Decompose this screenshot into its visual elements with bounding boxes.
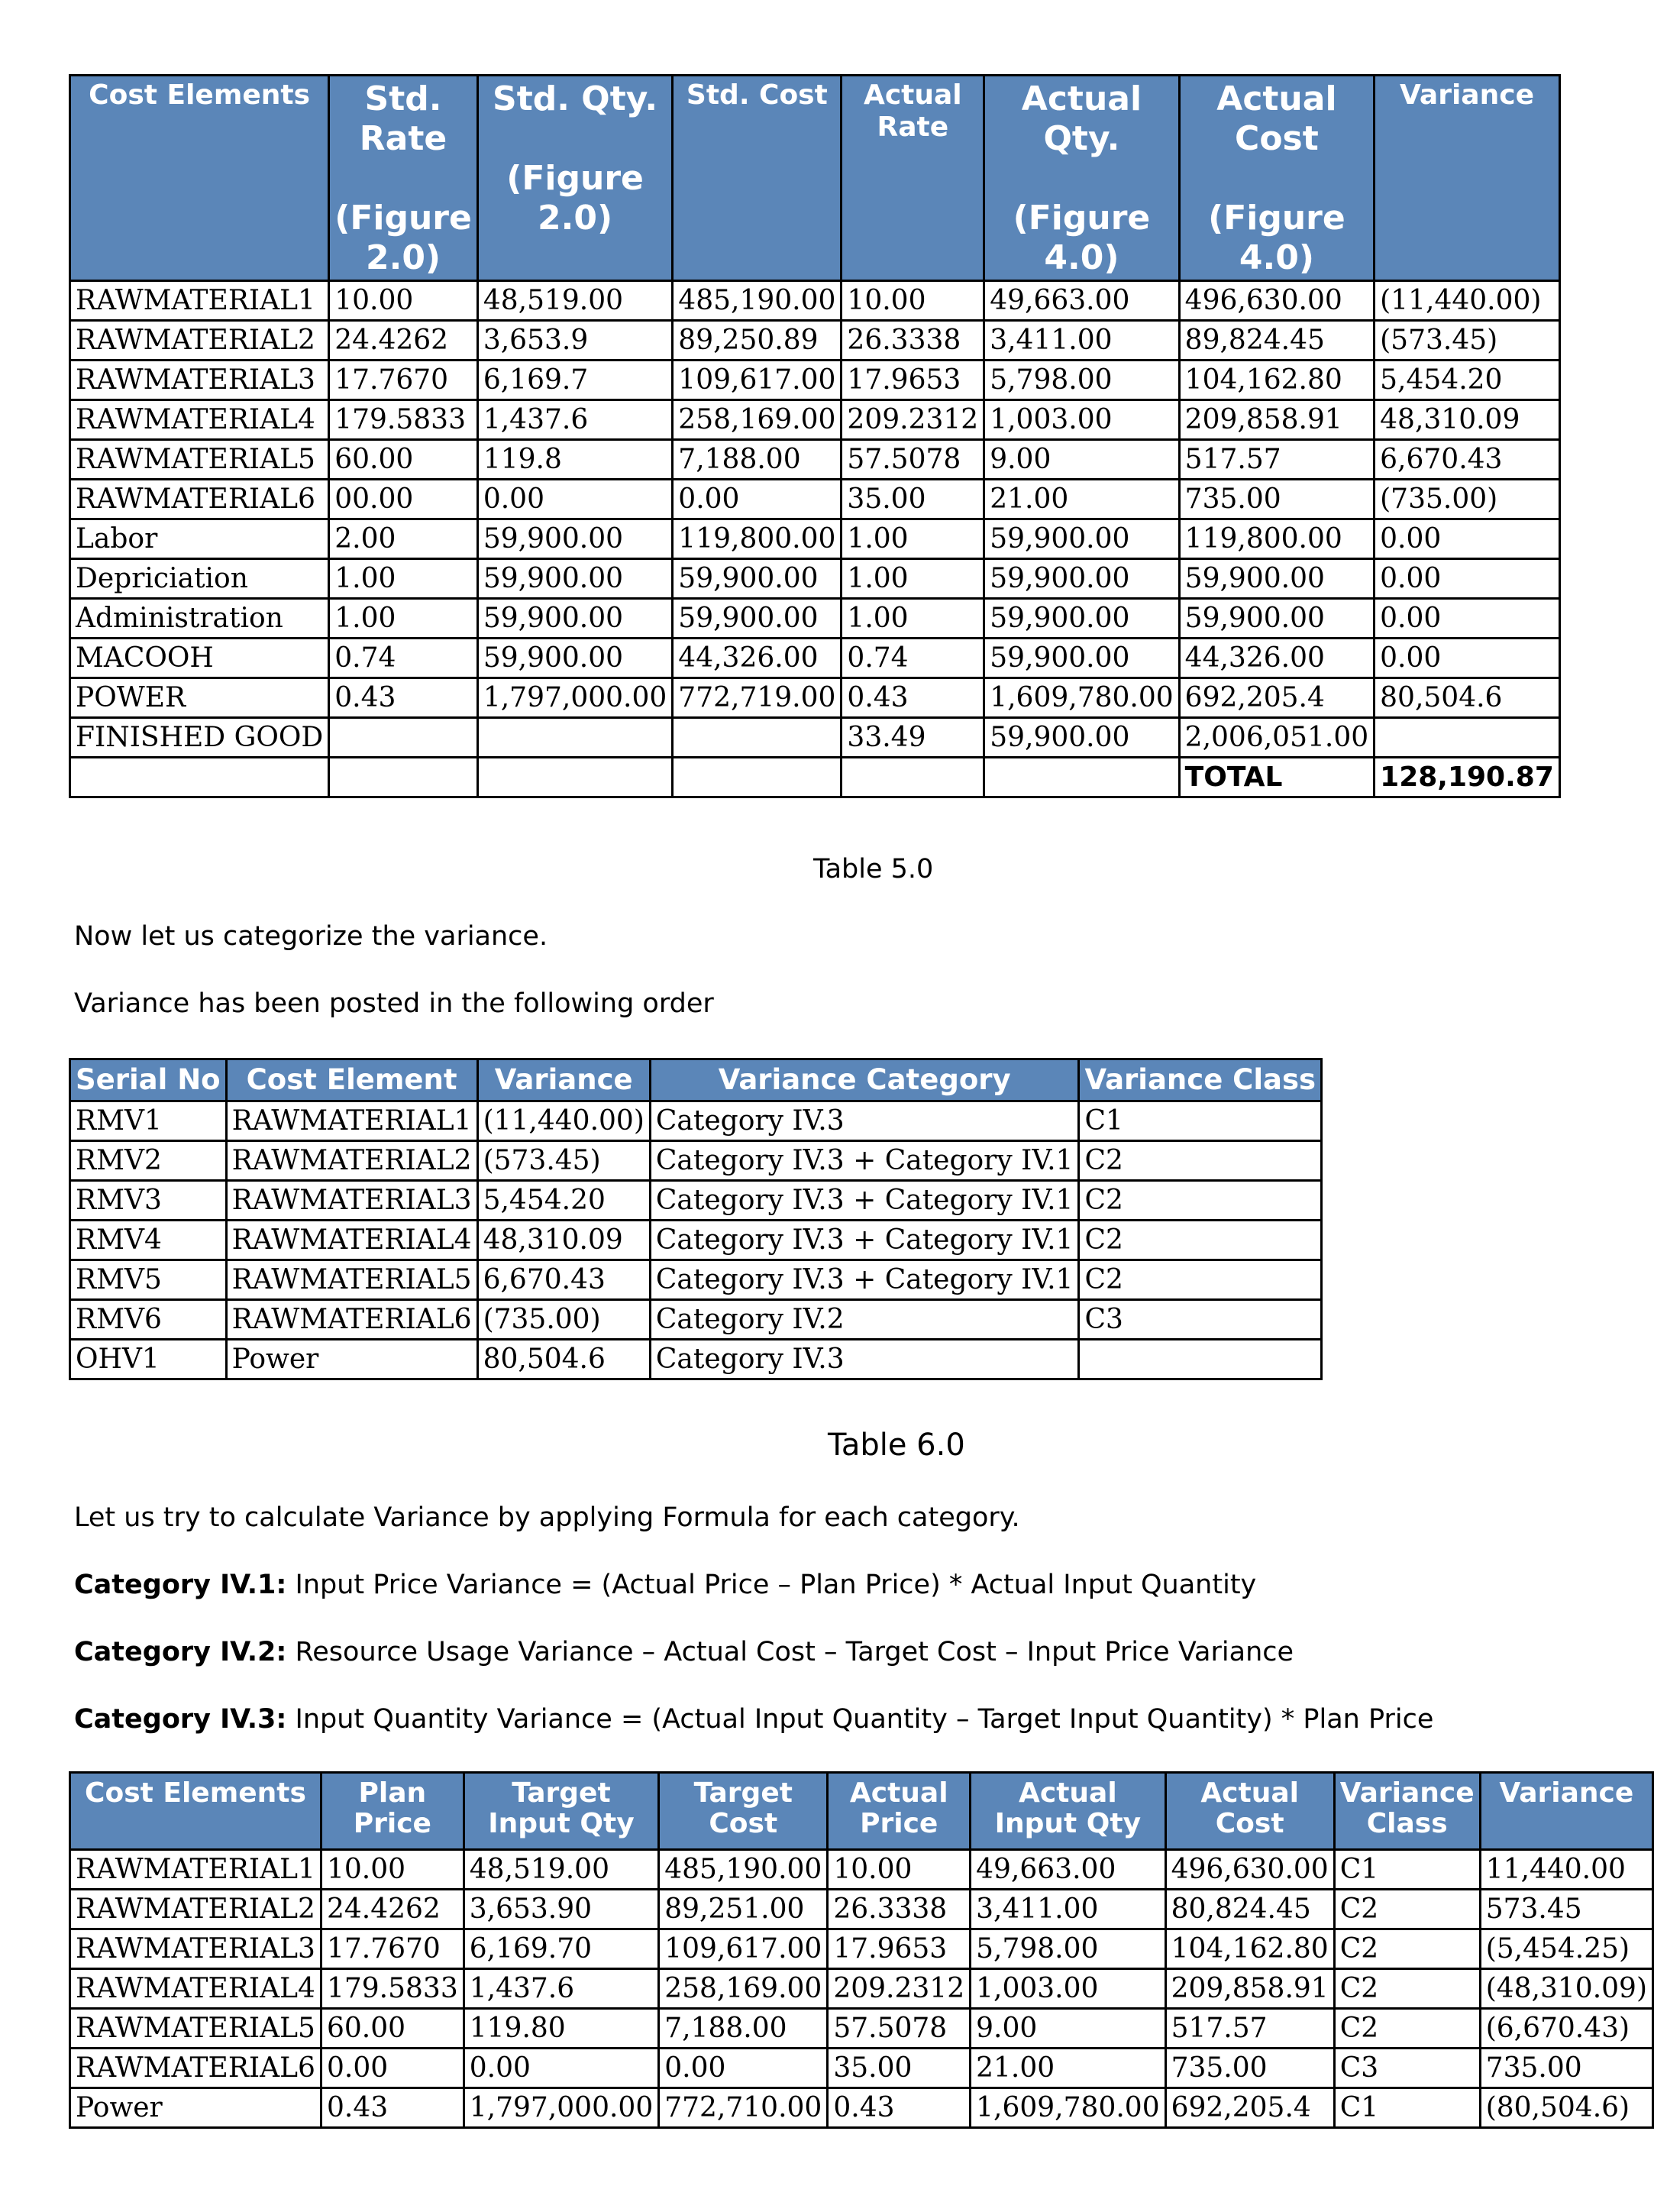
table-cell: 0.00 xyxy=(1375,639,1560,678)
table-cell: 1,797,000.00 xyxy=(464,2088,658,2128)
column-header: Cost Elements xyxy=(70,76,329,281)
table-cell: 735.00 xyxy=(1165,2049,1334,2088)
table-cell: 21.00 xyxy=(984,480,1179,519)
table-cell xyxy=(70,758,329,797)
table-cell: C1 xyxy=(1079,1101,1322,1141)
table-cell: Power xyxy=(70,2088,321,2128)
table-cell: 59,900.00 xyxy=(477,599,672,639)
table-cell: 80,504.6 xyxy=(477,1340,650,1379)
table-cell: RAWMATERIAL2 xyxy=(70,1890,321,1929)
column-header: Cost Element xyxy=(226,1059,477,1101)
table-cell: 59,900.00 xyxy=(477,519,672,559)
table-cell: Administration xyxy=(70,599,329,639)
table-cell: (735.00) xyxy=(1375,480,1560,519)
table-cell: (6,670.43) xyxy=(1480,2009,1652,2049)
column-header: Actual Qty. (Figure 4.0) xyxy=(984,76,1179,281)
total-row xyxy=(70,758,1560,797)
table-cell: 2.00 xyxy=(329,519,478,559)
table-cell: 0.43 xyxy=(329,678,478,718)
table-cell: 485,190.00 xyxy=(659,1850,828,1890)
table-cell: 24.4262 xyxy=(321,1890,464,1929)
table-cell: 1.00 xyxy=(842,519,984,559)
table-cell: 0.43 xyxy=(321,2088,464,2128)
table-cell: 119,800.00 xyxy=(673,519,842,559)
table-cell: 0.74 xyxy=(842,639,984,678)
table-cell: RMV2 xyxy=(70,1141,227,1181)
table-cell: 6,169.7 xyxy=(477,361,672,400)
table-cell: 258,169.00 xyxy=(659,1969,828,2009)
table-cell: 119,800.00 xyxy=(1179,519,1374,559)
table-cell: 00.00 xyxy=(329,480,478,519)
table-cell: 59,900.00 xyxy=(477,559,672,599)
table-cell: 104,162.80 xyxy=(1165,1929,1334,1969)
table-cell: 60.00 xyxy=(329,440,478,480)
table-cell: 89,251.00 xyxy=(659,1890,828,1929)
table-cell: 48,519.00 xyxy=(477,281,672,321)
table-cell: 6,169.70 xyxy=(464,1929,658,1969)
table-cell xyxy=(329,758,478,797)
table-row xyxy=(70,519,1560,559)
table-row xyxy=(70,718,1560,758)
table-cell: 10.00 xyxy=(842,281,984,321)
table-cell: 485,190.00 xyxy=(673,281,842,321)
column-header: Std. Qty. (Figure 2.0) xyxy=(477,76,672,281)
table-cell: 59,900.00 xyxy=(984,718,1179,758)
table-cell xyxy=(329,718,478,758)
table-cell: 735.00 xyxy=(1179,480,1374,519)
table-cell: 104,162.80 xyxy=(1179,361,1374,400)
table-cell: (11,440.00) xyxy=(477,1101,650,1141)
table-cell: RAWMATERIAL6 xyxy=(70,480,329,519)
table-cell: 9.00 xyxy=(984,440,1179,480)
table-cell: C2 xyxy=(1079,1181,1322,1221)
table-cell: 59,900.00 xyxy=(477,639,672,678)
table-cell: 772,719.00 xyxy=(673,678,842,718)
table-row xyxy=(70,559,1560,599)
column-header: Target Cost xyxy=(659,1773,828,1850)
total-value: 128,190.87 xyxy=(1375,758,1560,797)
table-cell: 57.5078 xyxy=(828,2009,971,2049)
table-cell: 5,454.20 xyxy=(1375,361,1560,400)
table-cell: C2 xyxy=(1334,1969,1480,2009)
table-cell: C1 xyxy=(1334,2088,1480,2128)
table-row xyxy=(70,2009,1653,2049)
column-header: Std. Cost xyxy=(673,76,842,281)
table-cell: C2 xyxy=(1334,1929,1480,1969)
table-row xyxy=(70,599,1560,639)
column-header: Plan Price xyxy=(321,1773,464,1850)
table-cell: (573.45) xyxy=(477,1141,650,1181)
formula-iv2 xyxy=(74,1637,1294,1667)
table-cell: RAWMATERIAL3 xyxy=(70,1929,321,1969)
table-row xyxy=(70,1850,1653,1890)
table-cell: 89,250.89 xyxy=(673,321,842,361)
table-cell: 9.00 xyxy=(971,2009,1165,2049)
variance-posting-table xyxy=(69,1058,1323,1380)
column-header: Actual Rate xyxy=(842,76,984,281)
table-row xyxy=(70,1101,1322,1141)
table-row xyxy=(70,440,1560,480)
table-cell: 209.2312 xyxy=(842,400,984,440)
table-row xyxy=(70,2049,1653,2088)
table-cell: 692,205.4 xyxy=(1165,2088,1334,2128)
table-row xyxy=(70,2088,1653,2128)
table-cell: Category IV.2 xyxy=(650,1300,1079,1340)
paragraph: Let us try to calculate Variance by applying Formula for each category. xyxy=(74,1502,1020,1533)
table-cell: RMV6 xyxy=(70,1300,227,1340)
column-header: Variance xyxy=(1375,76,1560,281)
table-cell: 1,437.6 xyxy=(477,400,672,440)
table-cell: 59,900.00 xyxy=(984,559,1179,599)
table-cell: RAWMATERIAL1 xyxy=(226,1101,477,1141)
table-cell: 0.00 xyxy=(1375,559,1560,599)
formula-text: Resource Usage Variance – Actual Cost – Target Cost – Input Price Variance xyxy=(286,1637,1294,1667)
formula-text: Input Price Variance = (Actual Price – Plan Price) * Actual Input Quantity xyxy=(286,1570,1257,1600)
table-cell: 11,440.00 xyxy=(1480,1850,1652,1890)
table-cell: 0.00 xyxy=(1375,599,1560,639)
table-cell: RAWMATERIAL5 xyxy=(70,2009,321,2049)
formula-iv3 xyxy=(74,1704,1433,1735)
table-cell: 49,663.00 xyxy=(984,281,1179,321)
table-cell: 26.3338 xyxy=(828,1890,971,1929)
column-header: Variance Category xyxy=(650,1059,1079,1101)
table-cell: RAWMATERIAL2 xyxy=(70,321,329,361)
table-cell: 0.00 xyxy=(673,480,842,519)
table-cell: 573.45 xyxy=(1480,1890,1652,1929)
table-cell: 0.00 xyxy=(321,2049,464,2088)
table-cell: 1.00 xyxy=(842,599,984,639)
table-cell: 3,411.00 xyxy=(984,321,1179,361)
table-cell: 179.5833 xyxy=(321,1969,464,2009)
table-cell: 109,617.00 xyxy=(659,1929,828,1969)
table-cell: 5,454.20 xyxy=(477,1181,650,1221)
table-cell: 517.57 xyxy=(1165,2009,1334,2049)
table-cell: 496,630.00 xyxy=(1165,1850,1334,1890)
table-cell: RMV1 xyxy=(70,1101,227,1141)
table-cell: 7,188.00 xyxy=(673,440,842,480)
column-header: Variance xyxy=(1480,1773,1652,1850)
table-row xyxy=(70,400,1560,440)
table-row xyxy=(70,1181,1322,1221)
table-cell: RMV4 xyxy=(70,1221,227,1260)
table-cell: 3,653.9 xyxy=(477,321,672,361)
table-cell: RAWMATERIAL1 xyxy=(70,281,329,321)
table-cell: C2 xyxy=(1079,1221,1322,1260)
table-cell: 1,003.00 xyxy=(984,400,1179,440)
table-cell: 1,797,000.00 xyxy=(477,678,672,718)
table-row xyxy=(70,1221,1322,1260)
table-cell: 10.00 xyxy=(329,281,478,321)
table-row xyxy=(70,361,1560,400)
table-cell: RAWMATERIAL4 xyxy=(70,400,329,440)
table-cell: RMV3 xyxy=(70,1181,227,1221)
table-cell: RAWMATERIAL4 xyxy=(70,1969,321,2009)
table-caption: Table 6.0 xyxy=(828,1428,965,1463)
table-cell: RAWMATERIAL4 xyxy=(226,1221,477,1260)
table-cell: 1,609,780.00 xyxy=(984,678,1179,718)
table-cell: C2 xyxy=(1334,1890,1480,1929)
table-cell: Power xyxy=(226,1340,477,1379)
table-cell: 26.3338 xyxy=(842,321,984,361)
table-cell: Depriciation xyxy=(70,559,329,599)
table-cell: FINISHED GOOD xyxy=(70,718,329,758)
formula-label: Category IV.3: xyxy=(74,1704,287,1735)
table-cell: 5,798.00 xyxy=(971,1929,1165,1969)
table-row xyxy=(70,281,1560,321)
table-cell: MACOOH xyxy=(70,639,329,678)
table-cell: 7,188.00 xyxy=(659,2009,828,2049)
table-cell: Category IV.3 + Category IV.1 xyxy=(650,1141,1079,1181)
table-cell: 57.5078 xyxy=(842,440,984,480)
column-header: Target Input Qty xyxy=(464,1773,658,1850)
table-cell: C2 xyxy=(1334,2009,1480,2049)
table-cell: RAWMATERIAL5 xyxy=(70,440,329,480)
table-cell: RAWMATERIAL1 xyxy=(70,1850,321,1890)
table-cell: 44,326.00 xyxy=(1179,639,1374,678)
table-cell: 17.9653 xyxy=(828,1929,971,1969)
table-cell: POWER xyxy=(70,678,329,718)
table-cell: 6,670.43 xyxy=(1375,440,1560,480)
table-cell: 33.49 xyxy=(842,718,984,758)
table-cell: 772,710.00 xyxy=(659,2088,828,2128)
table-cell: RAWMATERIAL6 xyxy=(226,1300,477,1340)
table-cell: RAWMATERIAL3 xyxy=(70,361,329,400)
table-cell: 24.4262 xyxy=(329,321,478,361)
paragraph: Now let us categorize the variance. xyxy=(74,921,548,952)
formula-text: Input Quantity Variance = (Actual Input Quantity – Target Input Quantity) * Plan Price xyxy=(286,1704,1434,1735)
table-cell: 59,900.00 xyxy=(673,599,842,639)
table-cell: 21.00 xyxy=(971,2049,1165,2088)
table-cell: (5,454.25) xyxy=(1480,1929,1652,1969)
table-cell: 44,326.00 xyxy=(673,639,842,678)
table-cell: 1.00 xyxy=(329,599,478,639)
table-cell xyxy=(477,758,672,797)
table-row xyxy=(70,321,1560,361)
table-cell: 1.00 xyxy=(329,559,478,599)
table-row xyxy=(70,678,1560,718)
column-header: Actual Input Qty xyxy=(971,1773,1165,1850)
table-cell: 0.74 xyxy=(329,639,478,678)
column-header: Actual Cost (Figure 4.0) xyxy=(1179,76,1374,281)
table-cell: C2 xyxy=(1079,1141,1322,1181)
table-cell: (573.45) xyxy=(1375,321,1560,361)
table-cell: OHV1 xyxy=(70,1340,227,1379)
table-cell: 60.00 xyxy=(321,2009,464,2049)
table-cell: 0.00 xyxy=(464,2049,658,2088)
table-row xyxy=(70,639,1560,678)
table-cell: C3 xyxy=(1334,2049,1480,2088)
table-header-row xyxy=(70,76,1560,281)
table-cell: 59,900.00 xyxy=(673,559,842,599)
total-label: TOTAL xyxy=(1179,758,1374,797)
table-caption: Table 5.0 xyxy=(813,854,934,884)
table-cell: 3,653.90 xyxy=(464,1890,658,1929)
table-cell: 17.9653 xyxy=(842,361,984,400)
table-cell: Category IV.3 + Category IV.1 xyxy=(650,1181,1079,1221)
table-cell: C3 xyxy=(1079,1300,1322,1340)
column-header: Variance Class xyxy=(1334,1773,1480,1850)
table-row xyxy=(70,1890,1653,1929)
table-cell: 1,609,780.00 xyxy=(971,2088,1165,2128)
table-cell: 0.43 xyxy=(842,678,984,718)
table-cell: 109,617.00 xyxy=(673,361,842,400)
table-cell: 80,504.6 xyxy=(1375,678,1560,718)
table-cell: Category IV.3 + Category IV.1 xyxy=(650,1260,1079,1300)
table-cell: 59,900.00 xyxy=(984,599,1179,639)
table-cell: 119.8 xyxy=(477,440,672,480)
table-cell: 5,798.00 xyxy=(984,361,1179,400)
table-cell: 0.00 xyxy=(659,2049,828,2088)
table-cell xyxy=(673,718,842,758)
table-cell xyxy=(842,758,984,797)
column-header: Variance xyxy=(477,1059,650,1101)
table-cell: 2,006,051.00 xyxy=(1179,718,1374,758)
table-cell: 692,205.4 xyxy=(1179,678,1374,718)
formula-iv1 xyxy=(74,1570,1256,1600)
table-cell: 1,437.6 xyxy=(464,1969,658,2009)
table-cell: 0.00 xyxy=(477,480,672,519)
table-row xyxy=(70,1260,1322,1300)
table-cell: C2 xyxy=(1079,1260,1322,1300)
table-cell xyxy=(1079,1340,1322,1379)
table-cell: Category IV.3 + Category IV.1 xyxy=(650,1221,1079,1260)
table-row xyxy=(70,1300,1322,1340)
table-cell: 0.00 xyxy=(1375,519,1560,559)
table-cell xyxy=(984,758,1179,797)
table-row xyxy=(70,1969,1653,2009)
table-cell: 48,519.00 xyxy=(464,1850,658,1890)
table-cell: RMV5 xyxy=(70,1260,227,1300)
table-cell: 209,858.91 xyxy=(1165,1969,1334,2009)
column-header: Actual Price xyxy=(828,1773,971,1850)
table-cell: 0.43 xyxy=(828,2088,971,2128)
table-header-row xyxy=(70,1059,1322,1101)
table-cell: 48,310.09 xyxy=(477,1221,650,1260)
table-cell xyxy=(1375,718,1560,758)
table-header-row xyxy=(70,1773,1653,1850)
table-cell: Labor xyxy=(70,519,329,559)
table-cell: 496,630.00 xyxy=(1179,281,1374,321)
column-header: Std. Rate (Figure 2.0) xyxy=(329,76,478,281)
table-cell: 258,169.00 xyxy=(673,400,842,440)
table-cell: 10.00 xyxy=(321,1850,464,1890)
table-row xyxy=(70,1929,1653,1969)
table-cell: 1,003.00 xyxy=(971,1969,1165,2009)
table-cell: 119.80 xyxy=(464,2009,658,2049)
table-cell: RAWMATERIAL2 xyxy=(226,1141,477,1181)
table-cell: 6,670.43 xyxy=(477,1260,650,1300)
formula-label: Category IV.1: xyxy=(74,1570,287,1600)
table-cell: 59,900.00 xyxy=(984,639,1179,678)
table-cell: 59,900.00 xyxy=(984,519,1179,559)
table-cell: 517.57 xyxy=(1179,440,1374,480)
table-cell: (735.00) xyxy=(477,1300,650,1340)
table-cell: 179.5833 xyxy=(329,400,478,440)
table-cell: C1 xyxy=(1334,1850,1480,1890)
column-header: Variance Class xyxy=(1079,1059,1322,1101)
table-cell: 59,900.00 xyxy=(1179,599,1374,639)
column-header: Serial No xyxy=(70,1059,227,1101)
table-cell: 17.7670 xyxy=(321,1929,464,1969)
table-cell: 3,411.00 xyxy=(971,1890,1165,1929)
table-cell: 35.00 xyxy=(828,2049,971,2088)
table-cell: 209.2312 xyxy=(828,1969,971,2009)
standard-vs-actual-cost-table xyxy=(69,74,1561,798)
table-cell: Category IV.3 xyxy=(650,1340,1079,1379)
column-header: Cost Elements xyxy=(70,1773,321,1850)
table-cell: (80,504.6) xyxy=(1480,2088,1652,2128)
table-cell: RAWMATERIAL3 xyxy=(226,1181,477,1221)
table-cell: 10.00 xyxy=(828,1850,971,1890)
table-cell: 1.00 xyxy=(842,559,984,599)
table-row xyxy=(70,1340,1322,1379)
variance-calculation-table xyxy=(69,1771,1654,2129)
table-row xyxy=(70,1141,1322,1181)
table-cell: 59,900.00 xyxy=(1179,559,1374,599)
table-cell: Category IV.3 xyxy=(650,1101,1079,1141)
table-cell: 80,824.45 xyxy=(1165,1890,1334,1929)
table-cell xyxy=(673,758,842,797)
formula-label: Category IV.2: xyxy=(74,1637,287,1667)
paragraph: Variance has been posted in the following order xyxy=(74,988,714,1019)
table-cell: 17.7670 xyxy=(329,361,478,400)
table-cell: 89,824.45 xyxy=(1179,321,1374,361)
table-cell: RAWMATERIAL5 xyxy=(226,1260,477,1300)
table-cell: RAWMATERIAL6 xyxy=(70,2049,321,2088)
table-cell: 49,663.00 xyxy=(971,1850,1165,1890)
table-cell: 35.00 xyxy=(842,480,984,519)
table-cell: (48,310.09) xyxy=(1480,1969,1652,2009)
table-cell: (11,440.00) xyxy=(1375,281,1560,321)
table-cell: 209,858.91 xyxy=(1179,400,1374,440)
table-cell: 48,310.09 xyxy=(1375,400,1560,440)
table-row xyxy=(70,480,1560,519)
table-cell: 735.00 xyxy=(1480,2049,1652,2088)
table-cell xyxy=(477,718,672,758)
column-header: Actual Cost xyxy=(1165,1773,1334,1850)
